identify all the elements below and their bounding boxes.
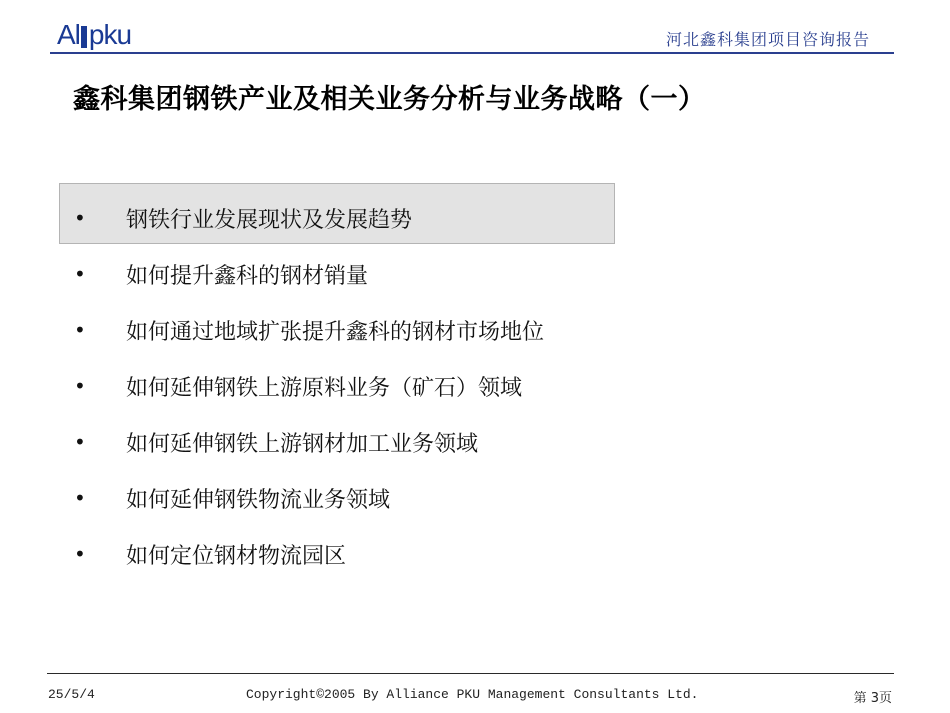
agenda-item [70, 526, 544, 582]
alliance-pku-logo [57, 17, 131, 51]
footer-date: 25/5/4 [48, 687, 95, 702]
bullet-icon: • [74, 486, 86, 510]
bullet-icon: • [74, 542, 86, 566]
agenda-item [70, 246, 544, 302]
agenda-item [70, 358, 544, 414]
agenda-item [70, 302, 544, 358]
bullet-icon: • [74, 430, 86, 454]
bullet-icon: • [74, 206, 86, 230]
agenda-item-label: 如何延伸钢铁上游原料业务（矿石）领域 [126, 375, 523, 401]
project-title: 河北鑫科集团项目咨询报告 [665, 30, 870, 49]
bullet-icon: • [74, 262, 86, 286]
bullet-icon: • [74, 318, 86, 342]
agenda-item [70, 190, 544, 246]
logo-mark [81, 26, 87, 48]
logo-text-pku: pku [88, 19, 132, 50]
agenda-item-label: 如何延伸钢铁上游钢材加工业务领域 [126, 431, 479, 457]
footer-divider [47, 673, 894, 674]
agenda-item-label: 如何提升鑫科的钢材销量 [126, 263, 369, 289]
page-number: 第 3页 [853, 691, 892, 706]
agenda-item [70, 414, 544, 470]
bullet-icon: • [74, 374, 86, 398]
agenda-item-label: 如何通过地域扩张提升鑫科的钢材市场地位 [126, 319, 545, 345]
header-divider [50, 52, 894, 54]
logo-text-al: Al [57, 19, 80, 50]
agenda-item-label: 如何延伸钢铁物流业务领域 [126, 487, 391, 513]
agenda-list [70, 190, 544, 582]
agenda-item [70, 470, 544, 526]
agenda-item-label: 如何定位钢材物流园区 [126, 543, 347, 569]
slide-title: 鑫科集团钢铁产业及相关业务分析与业务战略（一） [73, 84, 706, 115]
agenda-item-label: 钢铁行业发展现状及发展趋势 [126, 207, 413, 233]
footer-copyright: Copyright©2005 By Alliance PKU Management Consultants Ltd. [246, 687, 699, 702]
